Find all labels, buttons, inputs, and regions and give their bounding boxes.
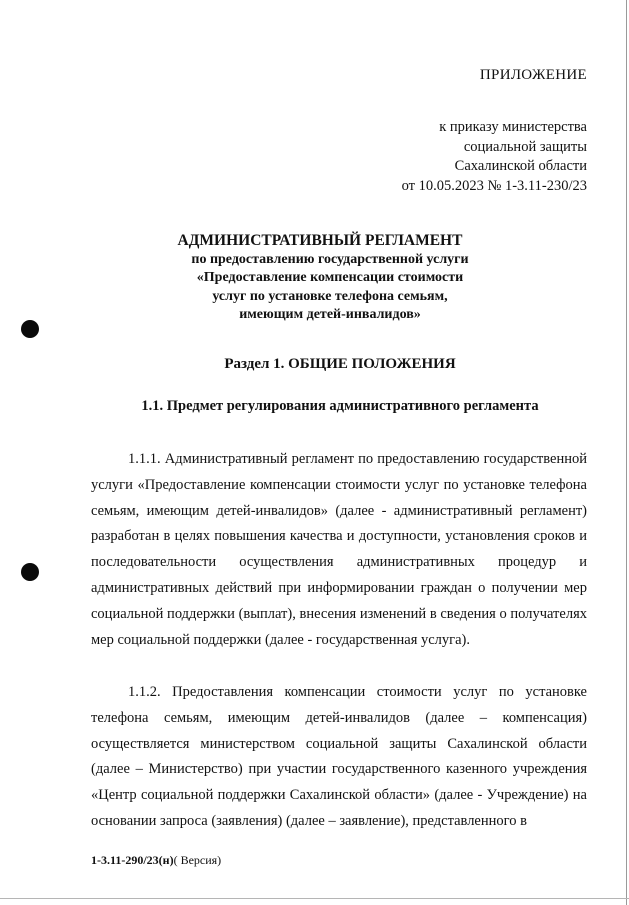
footer-code: 1-3.11-290/23(н) xyxy=(91,853,174,867)
regulation-line: имеющим детей-инвалидов» xyxy=(239,307,421,322)
punch-hole-mark xyxy=(21,320,39,338)
regulation-line: по предоставлению государственной услуги xyxy=(191,251,469,267)
scan-edge-line xyxy=(0,898,629,899)
order-line: Сахалинской области xyxy=(454,158,587,174)
footer-version: ( Версия) xyxy=(173,853,222,867)
order-line: социальной защиты xyxy=(463,138,587,155)
regulation-heading xyxy=(120,232,540,325)
paragraph-1-1-1: 1.1.1. Административный регламент по предоставлению государственной услуги «Предоставление компенсации стоимости услуг по установке телефона семьям, имеющим детей-инвалидов» (далее - административный регламент) разработан в целях повышения качества и доступности, установления сроков и последовательности осуществления административных процедур и административных действий при информировании граждан о получении мер социальной поддержки (выплат), внесения изменений в сведения о получателях мер социальной поддержки (далее - государственная услуга). xyxy=(91,451,587,648)
section-title: Раздел 1. ОБЩИЕ ПОЛОЖЕНИЯ xyxy=(224,356,456,372)
subsection-title: 1.1. Предмет регулирования административного регламента xyxy=(141,398,539,414)
punch-hole-mark xyxy=(21,563,39,581)
regulation-title: АДМИНИСТРАТИВНЫЙ РЕГЛАМЕНТ xyxy=(177,232,463,249)
appendix-title: ПРИЛОЖЕНИЕ xyxy=(479,67,587,83)
regulation-line: услуг по установке телефона семьям, xyxy=(212,288,448,304)
footer-document-code xyxy=(91,853,221,868)
order-line: от 10.05.2023 № 1-3.11-230/23 xyxy=(401,177,587,194)
order-line: к приказу министерства xyxy=(439,119,587,135)
order-reference xyxy=(287,118,587,196)
scan-edge-line xyxy=(626,0,627,905)
paragraph-1-1-2: 1.1.2. Предоставления компенсации стоимости услуг по установке телефона семьям, имеющим детей-инвалидов (далее – компенсация) осуществляется министерством социальной защиты Сахалинской области (далее – Министерство) при участии государственного казенного учреждения «Центр социальной поддержки Сахалинской области» (далее - Учреждение) на основании запроса (заявления) (далее – заявление), представленного в xyxy=(91,684,587,829)
regulation-line: «Предоставление компенсации стоимости xyxy=(196,270,464,285)
